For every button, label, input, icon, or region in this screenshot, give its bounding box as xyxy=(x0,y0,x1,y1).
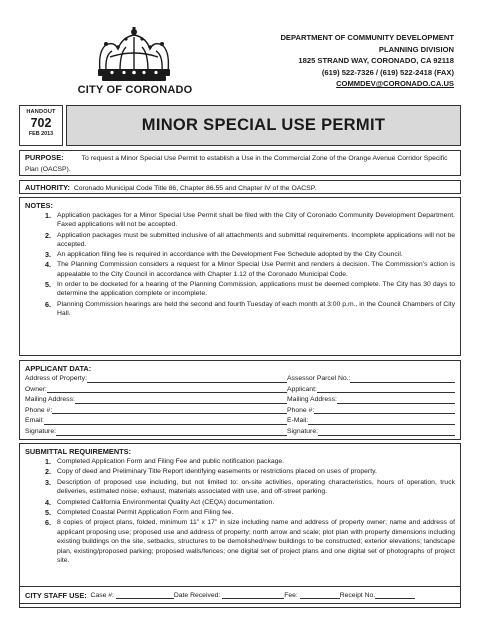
handout-badge xyxy=(19,105,63,146)
applicant-row xyxy=(25,416,455,427)
list-item: 2. Application packages must be submitted inclusive of all attachments and submittal requirements. Incomplete applications will not be accepted. xyxy=(45,230,455,248)
division-name: PLANNING DIVISION xyxy=(378,44,454,54)
purpose-text: To request a Minor Special Use Permit to establish a Use in the Commercial Zone of the Orange Avenue Corridor Specific Plan (OACSP). xyxy=(25,155,448,173)
authority-section xyxy=(19,180,461,194)
list-item: 5. In order to be docketed for a hearing of the Planning Commission, applications must be deemed complete. The City has 30 days to determine the application complete or incomplete. xyxy=(45,280,455,298)
owner-email-field[interactable] xyxy=(44,418,287,425)
field-label: E-Mail: xyxy=(287,417,309,425)
submittal-list xyxy=(47,457,455,565)
department-address: 1825 STRAND WAY, CORONADO, CA 92118 xyxy=(298,56,454,65)
case-number-field[interactable] xyxy=(116,591,174,599)
date-received-field[interactable] xyxy=(222,591,284,599)
purpose-label: PURPOSE: xyxy=(25,153,64,162)
notes-title: NOTES: xyxy=(25,201,53,210)
field-label: Email: xyxy=(25,417,44,425)
handout-number: 702 xyxy=(30,116,52,130)
field-label: Assessor Parcel No.: xyxy=(287,375,351,382)
receipt-number-field[interactable] xyxy=(375,591,415,599)
list-item: 6. Planning Commission hearings are held the second and fourth Tuesday of each month at 3:00 p.m., in the Council Chambers of City Hall. xyxy=(45,299,455,317)
title-row xyxy=(19,105,461,146)
case-label: Case #: xyxy=(90,591,114,599)
department-phone: (619) 522-7326 / (619) 522-2418 (FAX) xyxy=(321,67,454,77)
field-label: Applicant: xyxy=(287,385,317,393)
authority-label: AUTHORITY: xyxy=(25,183,71,192)
owner-signature-field[interactable] xyxy=(56,429,287,436)
owner-field[interactable] xyxy=(47,386,287,393)
list-item: 4. Completed California Environmental Quality Act (CEQA) documentation. xyxy=(45,497,275,507)
submittal-title: SUBMITTAL REQUIREMENTS: xyxy=(25,447,132,456)
crown-icon xyxy=(92,27,176,83)
applicant-mailing-address-field[interactable] xyxy=(337,397,455,404)
applicant-field[interactable] xyxy=(317,386,455,393)
department-info xyxy=(224,32,454,90)
fee-field[interactable] xyxy=(300,591,340,599)
page-header xyxy=(0,0,480,100)
staff-use-label: CITY STAFF USE: xyxy=(25,590,87,600)
applicant-title: APPLICANT DATA: xyxy=(25,364,92,373)
applicant-row xyxy=(25,406,455,417)
list-item: 6. 8 copies of project plans, folded, minimum 11” x 17” in size including name and address of property owner; name and address of applicant proposing use; proposed use and address of property; north arrow and scale; plot plan with property dimensions including existing buildings on the site, setbacks, structures to be demolished/new buildings to be constructed; exterior elevations; landscape plan, existing/proposed parking; proposed walls/fences; one digital set of project plans and one digital set of photographs of project site. xyxy=(45,518,455,565)
applicant-row xyxy=(25,374,455,385)
field-label: Signature: xyxy=(287,427,318,435)
assessor-parcel-field[interactable] xyxy=(350,376,455,383)
fee-label: Fee: xyxy=(284,591,298,599)
date-received-label: Date Received: xyxy=(173,591,221,599)
list-item: 5. Completed Coastal Permit Application Form and Filing fee. xyxy=(45,508,234,518)
page-title-box xyxy=(66,105,461,146)
owner-mailing-address-field[interactable] xyxy=(75,397,287,404)
list-item: 4. The Planning Commission considers a request for a Minor Special Use Permit and renders a decision. The Commission’s action is appealable to the City Council in accordance with Chapter 1.12 of the Coronado Municipal Code. xyxy=(45,260,455,278)
applicant-data-section xyxy=(19,360,461,440)
city-name: CITY OF CORONADO xyxy=(77,84,193,96)
department-name: DEPARTMENT OF COMMUNITY DEVELOPMENT xyxy=(280,33,454,42)
owner-phone-field[interactable] xyxy=(52,407,287,414)
page-title: MINOR SPECIAL USE PERMIT xyxy=(141,116,386,134)
list-item: 3. Description of proposed use including, but not limited to: on-site activities, operating characteristics, hours of operation, truck deliveries, estimated noise, exhaust, materials associated with use, and off-street parking. xyxy=(45,477,455,496)
city-staff-use-section xyxy=(19,586,461,604)
handout-date: FEB 2013 xyxy=(28,131,54,137)
handout-label: HANDOUT xyxy=(26,109,56,115)
field-label: Mailing Address: xyxy=(287,396,337,404)
purpose-section xyxy=(19,150,461,176)
field-label: Mailing Address: xyxy=(25,396,75,404)
notes-section xyxy=(19,197,461,356)
applicant-row xyxy=(25,427,455,438)
list-item: 3. An application filing fee is required in accordance with the Development Fee Schedule adopted by the City Council. xyxy=(45,250,403,260)
field-label: Phone #: xyxy=(25,406,53,414)
applicant-row xyxy=(25,395,455,406)
department-email-link[interactable]: COMMDEV@CORONADO.CA.US xyxy=(336,79,454,88)
field-label: Signature: xyxy=(25,427,56,435)
submittal-requirements-section xyxy=(19,443,461,608)
applicant-fields xyxy=(25,374,455,438)
field-label: Phone #: xyxy=(287,406,315,414)
list-item: 2. Copy of deed and Preliminary Title Report identifying easements or restrictions placed on uses of property. xyxy=(45,467,377,477)
receipt-label: Receipt No. xyxy=(339,591,376,599)
authority-text: Coronado Municipal Code Title 86, Chapter 86.55 and Chapter IV of the OACSP. xyxy=(73,185,317,192)
applicant-phone-field[interactable] xyxy=(314,407,455,414)
applicant-row xyxy=(25,385,455,396)
address-of-property-field[interactable] xyxy=(87,376,287,383)
notes-list xyxy=(47,211,455,318)
field-label: Owner: xyxy=(25,385,47,393)
field-label: Address of Property: xyxy=(25,375,87,382)
applicant-signature-field[interactable] xyxy=(318,429,455,436)
list-item: 1. Completed Application Form and Filing Fee and public notification package. xyxy=(45,457,285,466)
list-item: 1. Application packages for a Minor Special Use Permit shall be filed with the City of Coronado Community Development Department. Faxed applications will not be accepted. xyxy=(45,211,455,229)
applicant-email-field[interactable] xyxy=(308,418,455,425)
